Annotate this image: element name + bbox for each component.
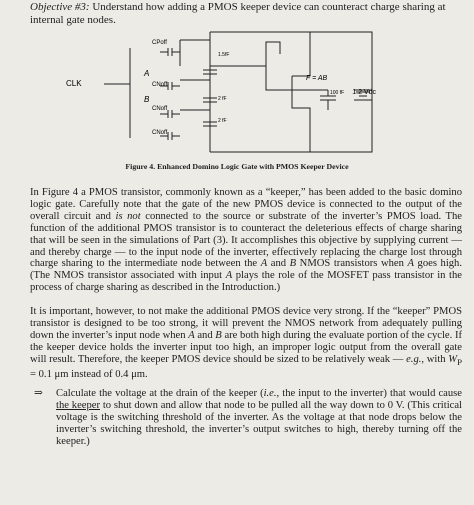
label-a: A (144, 69, 150, 78)
objective-body: Understand how adding a PMOS keeper device can counteract charge sharing at internal gate nodes. (30, 1, 446, 26)
para3-em-1: i.e. (263, 388, 277, 399)
arrow-icon: ⇒ (34, 388, 43, 399)
para1-text-5: goes high. (The NMOS transistor associated with input (30, 258, 463, 282)
para1-em-2: A (260, 258, 268, 270)
domino-circuit-diagram (60, 30, 380, 158)
objective-lead: Objective #3: (30, 1, 90, 13)
para3-underline: the keeper (56, 399, 100, 411)
figure-caption: Figure 4. Enhanced Domino Logic Gate with PMOS Keeper Device (125, 162, 349, 171)
para3-text-3: to shut down and allow that node to be pulled all the way down to 0 V. (This critical voltage is the switching threshold of the inverter. As the voltage at that node drops below the inverter’s switching threshold, the inverter’s output switches to high, thereby turning off the keeper.) (56, 399, 462, 447)
label-cload: 100 fF (330, 90, 345, 96)
para1-text-3: and (267, 258, 290, 270)
para1-em-4: A (407, 258, 414, 270)
para1-text-2: connected to the source or substrate of the inverter’s PMOS load. The function of the additional PMOS transistor is to counteract the deleterious effects of charge sharing that will be seen in the simulations of Part (3). It accomplishes this objective by supplying current — and thereby charge — to the input node of the inverter, effectively replacing the charge lost through charge sharing to the intermediate node between the (30, 210, 463, 270)
para2-text-5: = 0.1 μm instead of 0.4 μm. (30, 368, 148, 380)
para3-text-1: Calculate the voltage at the drain of the keeper ( (56, 388, 264, 399)
para2-text-3: are both high during the evaluate portion of the cycle. If the keeper device holds the inverter input too high, an improper logic output from the overall gate will result. Therefore, the keeper PMOS device should be sized to be relatively weak — (30, 329, 462, 365)
para1-text-6: plays the role of the MOSFET pass transistor in the process of charge sharing as described in the Introduction.) (30, 270, 462, 294)
para2-em-4: W (448, 353, 458, 365)
label-cpoff: CPoff (152, 40, 167, 46)
paragraph-keeper-sizing (30, 306, 462, 381)
para2-em-3: e.g. (406, 353, 422, 365)
label-cap-top: 1.5fF (218, 52, 230, 58)
para3-text-2: , the input to the inverter) that would cause (276, 388, 462, 399)
para2-em-2: B (215, 329, 222, 341)
para1-em-3: B (289, 258, 297, 270)
para2-text-4: , with (421, 353, 449, 365)
para1-em-5: A (225, 270, 233, 282)
para2-text-2: and (194, 329, 216, 341)
label-cnoff-2: CNoff (152, 106, 168, 112)
para2-sub: P (457, 356, 463, 367)
label-cap-mid: 2 fF (218, 96, 227, 102)
label-cap-low: 2 fF (218, 118, 227, 124)
para1-text-1: In Figure 4 a PMOS transistor, commonly known as a “keeper,” has been added to the basic domino logic gate. Carefully note that the gate of the new PMOS device is connected to the output of the overall circuit and (30, 187, 462, 222)
label-cnoff-1: CNoff (152, 82, 168, 88)
label-b: B (144, 95, 150, 104)
label-clk: CLK (66, 79, 82, 88)
label-cnoff-3: CNoff (152, 130, 168, 136)
para1-text-4: NMOS transistors when (296, 258, 408, 270)
label-f-eq: F = AB (306, 75, 328, 82)
para2-em-1: A (188, 329, 195, 341)
para1-em-1: is not (115, 210, 141, 222)
para2-text-1: It is important, however, to not make the additional PMOS device very strong. If the “keeper” PMOS transistor is designed to be too strong, it will prevent the NMOS network from adequately pulling down the inverter’s input node when (30, 306, 462, 341)
label-vdc: 1.2 Vdc (352, 89, 376, 96)
paragraph-task (34, 388, 462, 448)
objective-text (30, 1, 470, 26)
paragraph-keeper-intro (30, 187, 462, 294)
